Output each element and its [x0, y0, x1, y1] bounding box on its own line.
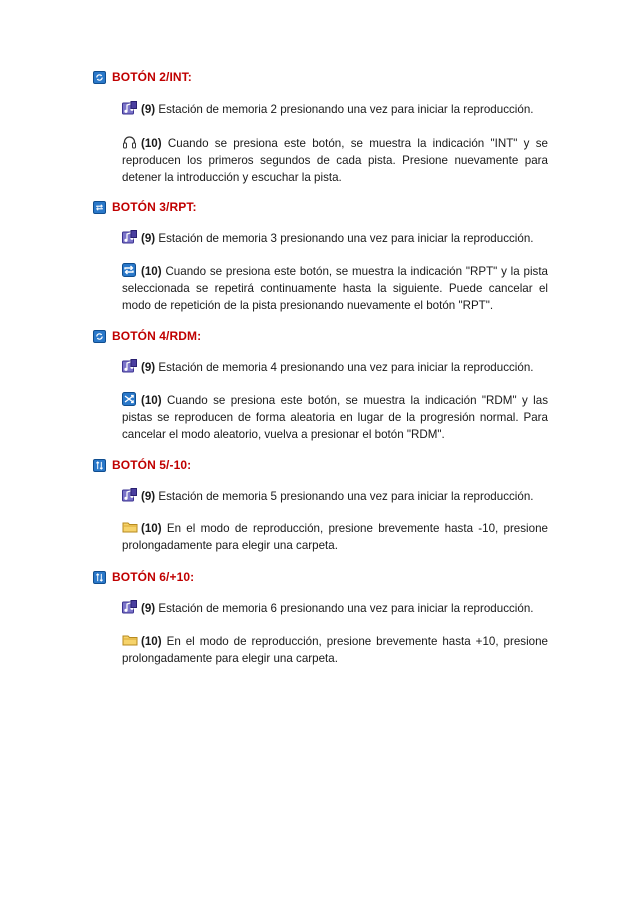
- paragraph: [122, 359, 548, 376]
- headphones-icon: [122, 135, 137, 149]
- item-number: (9): [141, 602, 156, 615]
- refresh-icon: [93, 71, 106, 84]
- item-number: (9): [141, 103, 156, 116]
- section-heading-plus10: [93, 569, 194, 585]
- item-number: (9): [141, 232, 156, 245]
- music-notes-icon: [122, 488, 137, 502]
- section-heading-rpt: [93, 199, 197, 215]
- section-heading-text: BOTÓN 6/+10:: [112, 570, 195, 584]
- repeat-icon: [122, 263, 137, 277]
- item-text: Cuando se presiona este botón, se muestra la indicación "RDM" y las pistas se reproducen de forma aleatoria en lugar de la progresión normal. Para cancelar el modo aleatorio, vuelva a presionar el botón "RDM".: [122, 394, 548, 441]
- section-heading-text: BOTÓN 5/-10:: [112, 458, 192, 472]
- section-heading-text: BOTÓN 3/RPT:: [112, 200, 197, 214]
- item-text: En el modo de reproducción, presione brevemente hasta -10, presione prolongadamente para elegir una carpeta.: [122, 522, 548, 552]
- sort-arrows-icon: [93, 571, 106, 584]
- item-text: Estación de memoria 2 presionando una vez para iniciar la reproducción.: [158, 103, 534, 116]
- paragraph: [122, 520, 548, 554]
- item-number: (10): [141, 265, 162, 278]
- paragraph: [122, 488, 548, 505]
- refresh-icon: [93, 330, 106, 343]
- music-notes-icon: [122, 230, 137, 244]
- section-heading-text: BOTÓN 2/INT:: [112, 70, 192, 84]
- paragraph: [122, 230, 548, 247]
- repeat-icon: [93, 201, 106, 214]
- paragraph: [122, 633, 548, 667]
- section-heading-minus10: [93, 457, 191, 473]
- section-heading-rdm: [93, 328, 201, 344]
- shuffle-icon: [122, 392, 137, 406]
- section-heading-int: [93, 69, 192, 85]
- item-text: Estación de memoria 4 presionando una vez para iniciar la reproducción.: [158, 361, 534, 374]
- item-number: (10): [141, 137, 162, 150]
- item-number: (10): [141, 635, 162, 648]
- paragraph: [122, 392, 548, 443]
- music-notes-icon: [122, 600, 137, 614]
- music-notes-icon: [122, 359, 137, 373]
- folder-icon: [122, 633, 137, 647]
- item-number: (10): [141, 522, 162, 535]
- item-number: (9): [141, 490, 156, 503]
- section-heading-text: BOTÓN 4/RDM:: [112, 329, 202, 343]
- paragraph: [122, 135, 548, 186]
- paragraph: [122, 263, 548, 314]
- item-text: Estación de memoria 5 presionando una vez para iniciar la reproducción.: [158, 490, 534, 503]
- paragraph: [122, 600, 548, 617]
- music-notes-icon: [122, 101, 137, 115]
- item-text: En el modo de reproducción, presione brevemente hasta +10, presione prolongadamente para elegir una carpeta.: [122, 635, 548, 665]
- item-text: Estación de memoria 6 presionando una vez para iniciar la reproducción.: [158, 602, 534, 615]
- item-text: Cuando se presiona este botón, se muestra la indicación "RPT" y la pista seleccionada se repetirá continuamente hasta la siguiente. Puede cancelar el modo de repetición de la pista presionando nuevamente el botón "RPT".: [122, 265, 548, 312]
- paragraph: [122, 101, 548, 118]
- item-number: (10): [141, 394, 162, 407]
- item-text: Cuando se presiona este botón, se muestra la indicación "INT" y se reproducen los primeros segundos de cada pista. Presione nuevamente para detener la introducción y escuchar la pista.: [122, 137, 548, 184]
- sort-arrows-icon: [93, 459, 106, 472]
- item-text: Estación de memoria 3 presionando una vez para iniciar la reproducción.: [158, 232, 534, 245]
- item-number: (9): [141, 361, 156, 374]
- folder-icon: [122, 520, 137, 534]
